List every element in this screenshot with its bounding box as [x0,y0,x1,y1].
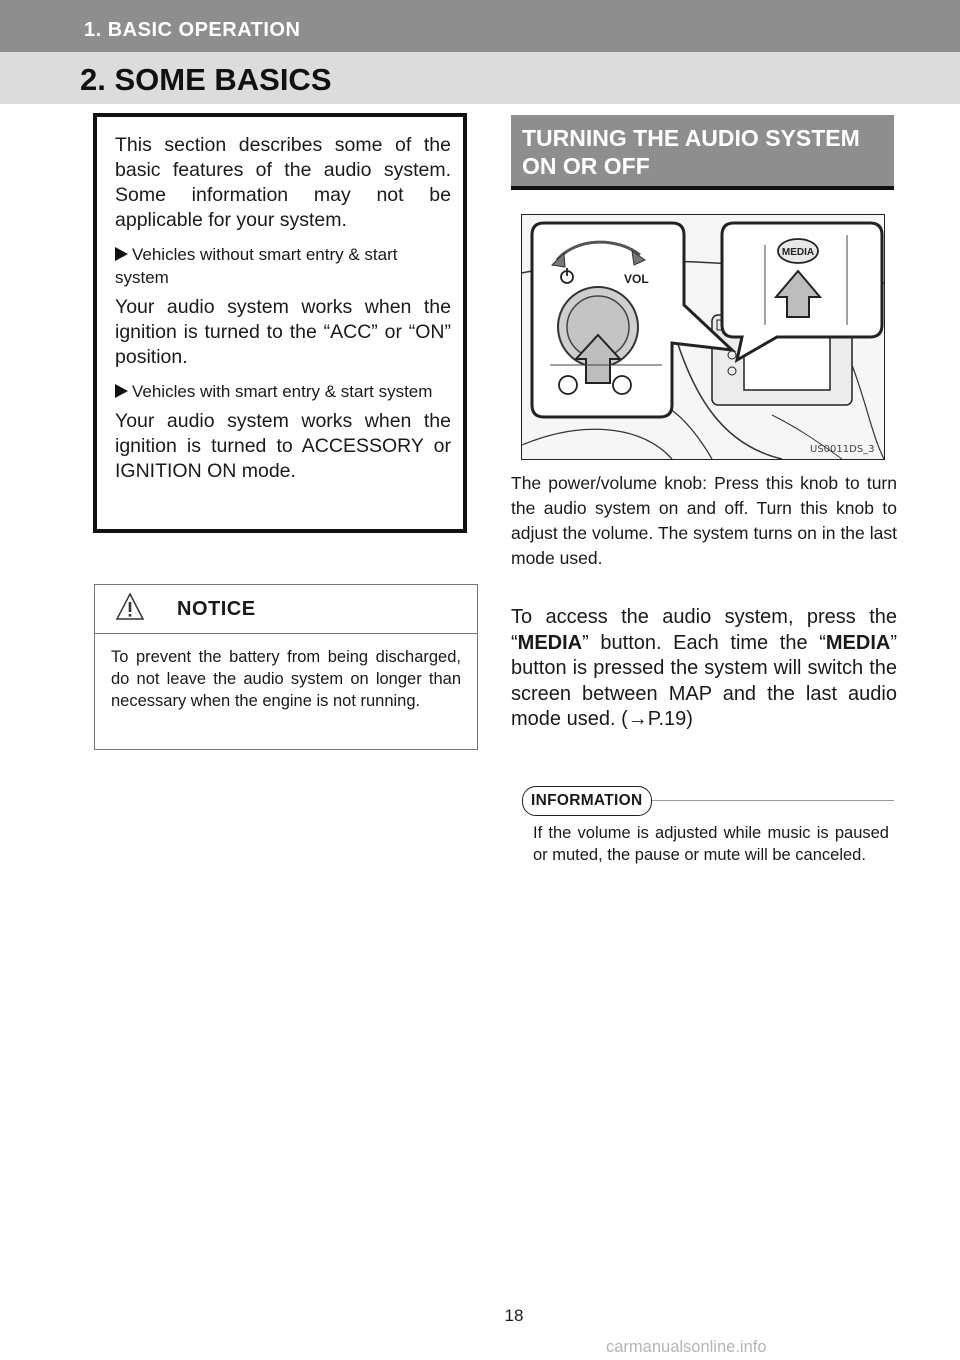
notice-header [95,585,477,634]
page-number: 18 [504,1306,524,1325]
case2-text: Your audio system works when the ignition is turned to ACCESSORY or IGNITION ON mode. [115,410,451,482]
intro-text: This section describes some of the basic features of the audio system. Some information may not be applicable for your system. [115,134,451,231]
notice-box [94,584,478,750]
audio-controls-figure [521,214,885,460]
case1-heading [115,243,451,289]
case1-text: Your audio system works when the ignition is turned to the “ACC” or “ON” position. [115,296,451,368]
turning-heading-band [511,115,894,190]
watermark: carmanualsonline.info [606,1338,767,1356]
triangle-bullet-icon [115,384,128,398]
access-text-1: To access the audio system, press the “ [511,606,897,654]
notice-text: To prevent the battery from being discharged, do not leave the audio system on longer than necessary when the engine is not running. [111,648,461,710]
media-keyword: MEDIA [517,631,583,654]
triangle-bullet-icon [115,247,128,261]
page-title: 2. SOME BASICS [80,62,332,97]
media-label: MEDIA [781,247,815,258]
figure-code: US0011DS_3 [810,444,875,455]
notice-title: NOTICE [177,598,256,620]
case1-heading-text: Vehicles without smart entry & start system [115,245,398,287]
case2-heading [115,380,451,403]
turning-heading: TURNING THE AUDIO SYSTEM ON OR OFF [522,125,860,179]
access-text-3: ” button is pressed the system will switch the screen between MAP and the last audio mode used. (→P.19) [511,631,897,730]
section-label: 1. BASIC OPERATION [84,19,301,41]
information-badge: INFORMATION [522,786,652,816]
access-text-2: ” button. Each time the “ [582,631,826,654]
warning-triangle-icon [115,592,145,622]
vol-label: VOL [624,272,649,286]
media-keyword: MEDIA [825,631,891,654]
access-paragraph [511,605,897,733]
case2-heading-text: Vehicles with smart entry & start system [132,382,433,401]
information-text: If the volume is adjusted while music is paused or muted, the pause or mute will be canceled. [533,824,889,864]
intro-box [93,113,467,533]
dashboard-illustration [522,215,884,459]
knob-caption: The power/volume knob: Press this knob to turn the audio system on and off. Turn this knob to adjust the volume. The system turns on in the last mode used. [511,473,897,568]
